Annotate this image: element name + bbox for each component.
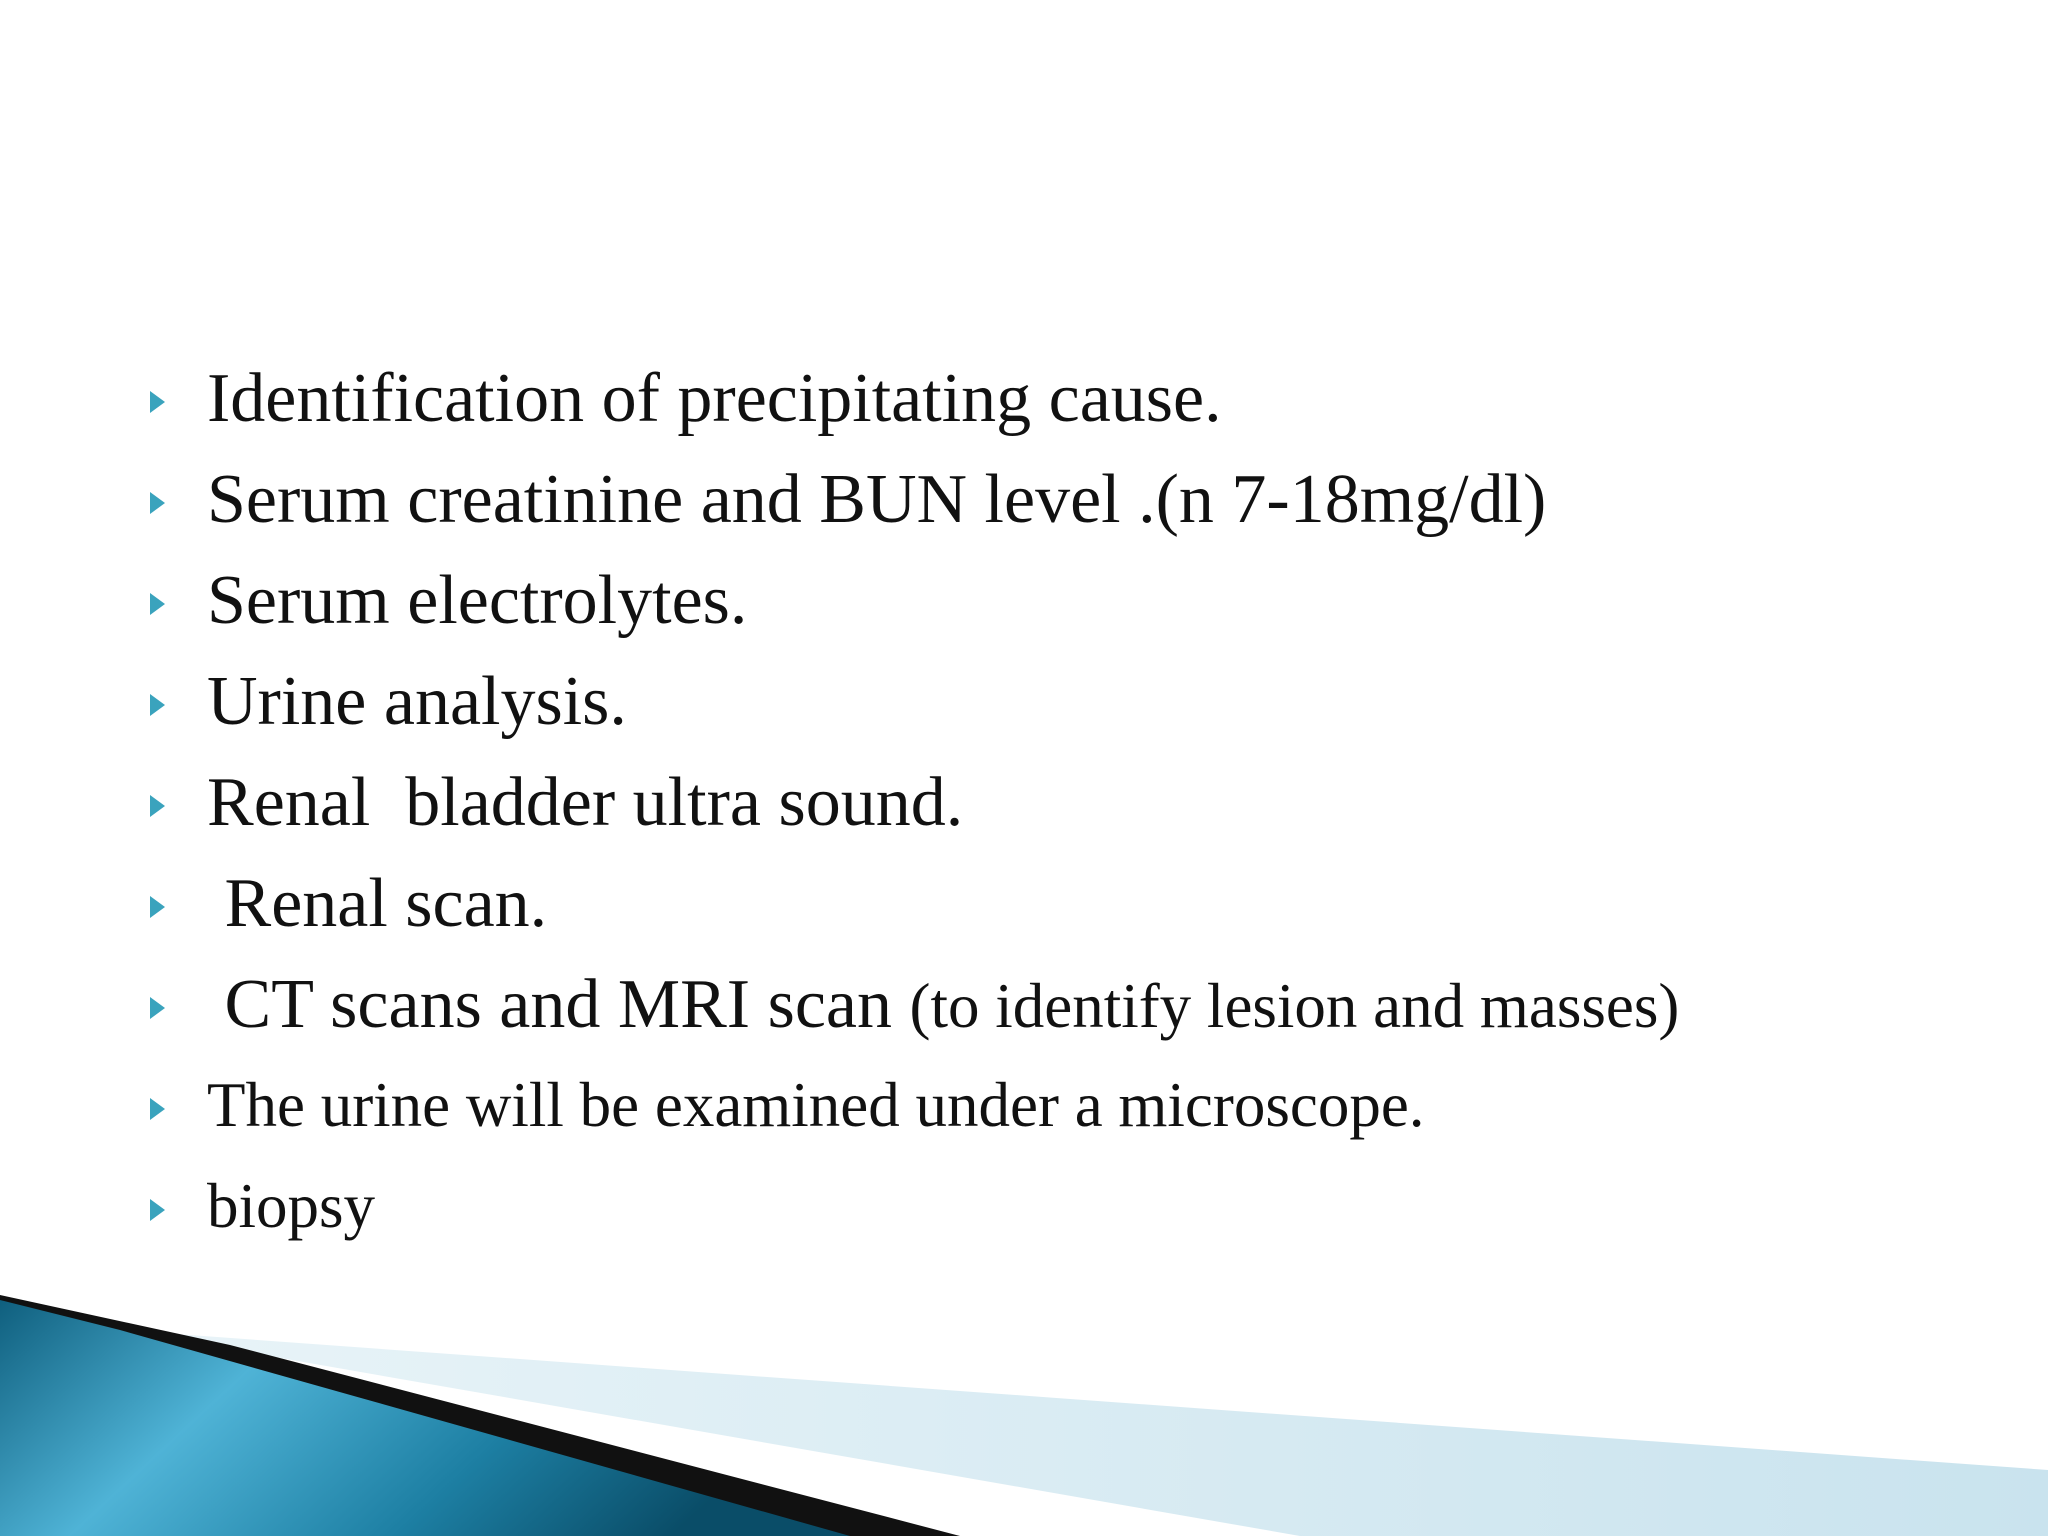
list-item [150,1156,1679,1257]
bullet-text: Identification of precipitating cause. [207,359,1222,437]
bullet-text: biopsy [207,1171,376,1241]
list-item [150,954,1679,1055]
triangle-right-icon [150,1199,165,1221]
triangle-right-icon [150,694,165,716]
bullet-text-with-aside [207,965,1680,1043]
bullet-text: The urine will be examined under a microscope. [207,1070,1425,1140]
triangle-right-icon [150,896,165,918]
bullet-text: Renal scan. [207,864,548,942]
list-item [150,752,1679,853]
bullet-list [150,348,1679,1257]
list-item [150,550,1679,651]
bullet-main-text: CT scans and MRI scan [207,965,910,1043]
triangle-right-icon [150,795,165,817]
triangle-right-icon [150,1098,165,1120]
bullet-text: Urine analysis. [207,662,627,740]
bullet-aside-text: (to identify lesion and masses) [909,970,1680,1041]
list-item [150,651,1679,752]
bullet-text: Serum creatinine and BUN level .(n 7-18mg/dl) [207,460,1547,538]
list-item [150,449,1679,550]
list-item [150,1055,1679,1156]
list-item [150,348,1679,449]
bullet-text: Serum electrolytes. [207,561,748,639]
triangle-right-icon [150,391,165,413]
list-item [150,853,1679,954]
bullet-text: Renal bladder ultra sound. [207,763,964,841]
triangle-right-icon [150,997,165,1019]
triangle-right-icon [150,593,165,615]
triangle-right-icon [150,492,165,514]
